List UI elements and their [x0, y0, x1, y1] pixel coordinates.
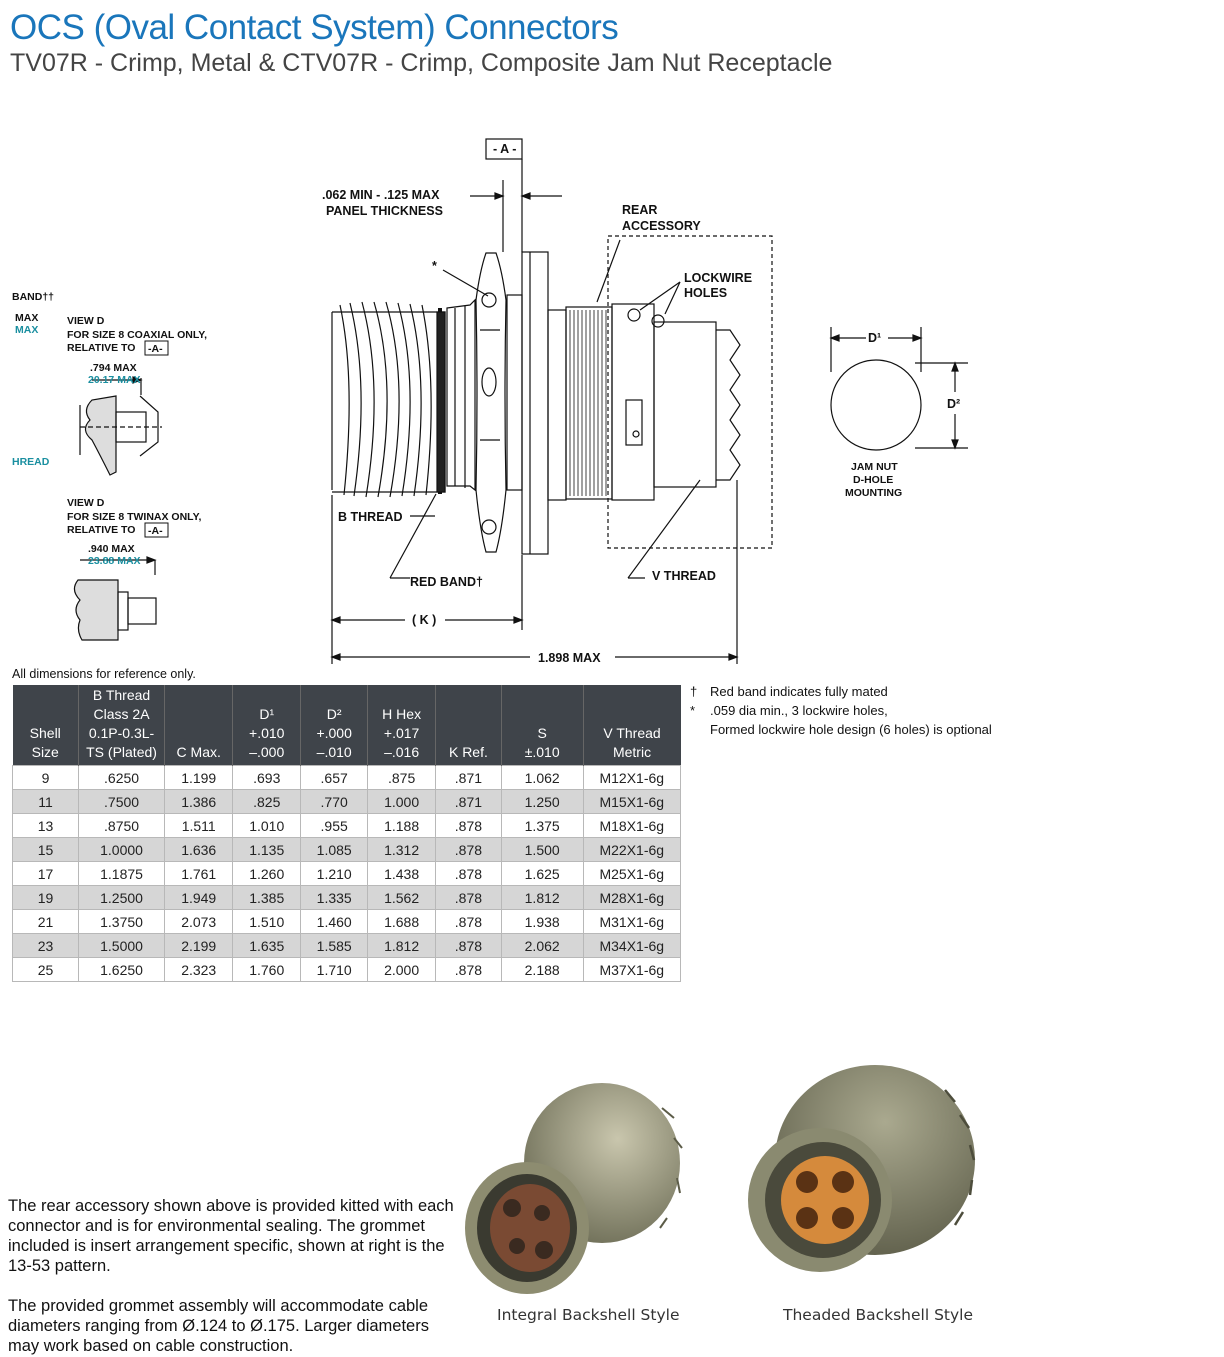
view-d-coax-title: VIEW D: [67, 315, 105, 327]
table-cell: 1.761: [165, 862, 233, 886]
footnotes: [690, 682, 992, 739]
b-thread-label: B THREAD: [338, 510, 403, 524]
header-line: –.010: [316, 744, 352, 760]
table-cell: 2.062: [501, 934, 583, 958]
table-cell: 1.210: [301, 862, 368, 886]
k-dimension-label: ( K ): [412, 613, 437, 627]
table-cell: .7500: [78, 790, 164, 814]
table-cell: .6250: [78, 766, 164, 790]
column-header: [583, 685, 680, 766]
jam-nut-label-3: MOUNTING: [845, 487, 903, 499]
table-cell: .825: [233, 790, 301, 814]
header-line: +.017: [383, 725, 420, 741]
table-cell: 1.000: [368, 790, 436, 814]
twin-max-in: .940 MAX: [88, 543, 135, 555]
dimension-note: All dimensions for reference only.: [12, 667, 196, 681]
footnote-text: Formed lockwire hole design (6 holes) is optional: [710, 722, 992, 737]
table-cell: .878: [436, 958, 502, 982]
coax-max-mm: 20.17 MAX: [88, 374, 141, 386]
view-d-coax-line2: FOR SIZE 8 COAXIAL ONLY,: [67, 329, 208, 341]
table-cell: 1.938: [501, 910, 583, 934]
table-cell: 1.6250: [78, 958, 164, 982]
threaded-backshell-photo: [745, 1060, 985, 1290]
header-line: Metric: [612, 744, 652, 760]
table-cell: 1.312: [368, 838, 436, 862]
table-cell: 1.688: [368, 910, 436, 934]
table-row: [13, 862, 681, 886]
table-cell: 1.385: [233, 886, 301, 910]
table-cell: M25X1-6g: [583, 862, 680, 886]
table-cell: 13: [13, 814, 79, 838]
table-cell: 1.199: [165, 766, 233, 790]
front-thread-body: [332, 302, 445, 497]
table-cell: 15: [13, 838, 79, 862]
table-cell: 1.250: [501, 790, 583, 814]
table-cell: 1.585: [301, 934, 368, 958]
integral-caption: Integral Backshell Style: [497, 1306, 680, 1324]
jam-nut-label-2: D-HOLE: [853, 474, 894, 486]
twin-max-mm: 23.88 MAX: [88, 555, 141, 567]
table-cell: .878: [436, 934, 502, 958]
table-cell: 1.3750: [78, 910, 164, 934]
table-cell: 1.335: [301, 886, 368, 910]
header-line: D²: [326, 706, 342, 722]
table-cell: 23: [13, 934, 79, 958]
view-d-twin-line3: RELATIVE TO: [67, 524, 136, 536]
table-cell: 1.062: [501, 766, 583, 790]
table-cell: 1.085: [301, 838, 368, 862]
connector-drawing: [0, 120, 1224, 665]
v-thread-label: V THREAD: [652, 569, 716, 583]
table-cell: M22X1-6g: [583, 838, 680, 862]
table-cell: 25: [13, 958, 79, 982]
asterisk-label: *: [432, 259, 437, 273]
table-cell: 1.0000: [78, 838, 164, 862]
table-cell: 1.386: [165, 790, 233, 814]
table-cell: .875: [368, 766, 436, 790]
column-header: [13, 685, 79, 766]
datum-box-coax: -A-: [148, 343, 163, 355]
lockwire-label: LOCKWIRE: [684, 271, 753, 285]
table-cell: M15X1-6g: [583, 790, 680, 814]
table-cell: 19: [13, 886, 79, 910]
table-cell: 2.073: [165, 910, 233, 934]
table-cell: .8750: [78, 814, 164, 838]
header-line: H Hex: [382, 706, 422, 722]
table-row: [13, 934, 681, 958]
table-cell: M28X1-6g: [583, 886, 680, 910]
table-row: [13, 958, 681, 982]
max-label-1: MAX: [15, 312, 39, 324]
table-cell: 21: [13, 910, 79, 934]
max-label-2: MAX: [15, 324, 39, 336]
integral-backshell-photo: [462, 1068, 687, 1298]
band-label: BAND††: [12, 291, 55, 303]
datum-a-label: - A -: [493, 142, 517, 156]
table-cell: .878: [436, 838, 502, 862]
header-line: S: [537, 725, 547, 741]
table-cell: 1.010: [233, 814, 301, 838]
table-cell: .657: [301, 766, 368, 790]
footnote-line: [690, 682, 992, 701]
table-cell: 11: [13, 790, 79, 814]
table-row: [13, 766, 681, 790]
column-header: [165, 685, 233, 766]
view-d-twinax-sketch: [74, 557, 156, 640]
d-hole-circle: [831, 360, 921, 450]
table-cell: 1.375: [501, 814, 583, 838]
dimension-table: [12, 685, 681, 982]
page-subtitle: TV07R - Crimp, Metal & CTV07R - Crimp, Composite Jam Nut Receptacle: [10, 49, 833, 77]
table-row: [13, 790, 681, 814]
rear-accessory-label: REAR: [622, 203, 658, 217]
datum-box-twin: -A-: [148, 525, 163, 537]
table-cell: 1.949: [165, 886, 233, 910]
page-title: OCS (Oval Contact System) Connectors: [10, 8, 619, 47]
rear-accessory-label-2: ACCESSORY: [622, 219, 701, 233]
threaded-caption: Theaded Backshell Style: [783, 1306, 974, 1324]
column-header: [436, 685, 502, 766]
header-line: 0.1P-0.3L-: [88, 725, 155, 741]
d2-label: D²: [947, 397, 961, 411]
table-cell: 1.460: [301, 910, 368, 934]
column-header: [233, 685, 301, 766]
panel-thickness-label: .062 MIN - .125 MAX: [322, 188, 440, 202]
table-cell: .871: [436, 766, 502, 790]
table-cell: 1.636: [165, 838, 233, 862]
header-line: D¹: [259, 706, 275, 722]
table-cell: M31X1-6g: [583, 910, 680, 934]
header-line: TS (Plated): [86, 744, 157, 760]
d1-label: D¹: [868, 331, 882, 345]
view-d-coax-sketch: [80, 377, 162, 475]
table-cell: 1.511: [165, 814, 233, 838]
table-cell: M34X1-6g: [583, 934, 680, 958]
table-cell: 2.188: [501, 958, 583, 982]
table-cell: 1.135: [233, 838, 301, 862]
table-cell: 1.562: [368, 886, 436, 910]
table-cell: .693: [233, 766, 301, 790]
table-cell: 1.2500: [78, 886, 164, 910]
column-header: [78, 685, 164, 766]
footnote-text: Red band indicates fully mated: [710, 684, 888, 699]
table-row: [13, 838, 681, 862]
table-cell: .878: [436, 862, 502, 886]
header-line: V Thread: [603, 725, 661, 741]
table-cell: 2.323: [165, 958, 233, 982]
header-line: Shell: [29, 725, 61, 741]
table-row: [13, 910, 681, 934]
table-cell: .878: [436, 886, 502, 910]
table-cell: M37X1-6g: [583, 958, 680, 982]
table-cell: .955: [301, 814, 368, 838]
footnote-symbol: [690, 720, 710, 739]
table-cell: M12X1-6g: [583, 766, 680, 790]
header-line: Class 2A: [93, 706, 150, 722]
footnote-line: [690, 701, 992, 720]
header-line: +.000: [316, 725, 352, 741]
coax-max-in: .794 MAX: [90, 362, 137, 374]
table-cell: 1.812: [501, 886, 583, 910]
table-cell: .878: [436, 814, 502, 838]
overall-length-label: 1.898 MAX: [538, 651, 601, 665]
footnote-line: [690, 720, 992, 739]
table-row: [13, 814, 681, 838]
table-cell: 9: [13, 766, 79, 790]
column-header: [301, 685, 368, 766]
footnote-symbol: †: [690, 684, 698, 699]
header-line: Size: [31, 744, 59, 760]
header-line: C Max.: [176, 744, 221, 760]
table-cell: 1.710: [301, 958, 368, 982]
panel-thickness-label-2: PANEL THICKNESS: [326, 204, 443, 218]
table-cell: .770: [301, 790, 368, 814]
table-cell: 1.635: [233, 934, 301, 958]
column-header: [501, 685, 583, 766]
table-cell: .871: [436, 790, 502, 814]
lockwire-label-2: HOLES: [684, 286, 728, 300]
table-cell: 1.500: [501, 838, 583, 862]
footnote-symbol: *: [690, 703, 696, 718]
header-line: +.010: [249, 725, 285, 741]
rear-accessory-paragraph: The rear accessory shown above is provided kitted with each connector and is for environmental sealing. The grommet included is insert arrangement specific, shown at right is the 13-53 pattern.: [8, 1197, 454, 1275]
table-cell: .878: [436, 910, 502, 934]
header-line: K Ref.: [448, 744, 488, 760]
view-d-twin-line2: FOR SIZE 8 TWINAX ONLY,: [67, 511, 202, 523]
header-line: –.000: [249, 744, 285, 760]
footnote-text: .059 dia min., 3 lockwire holes,: [710, 703, 888, 718]
view-d-coax-line3: RELATIVE TO: [67, 342, 136, 354]
red-band-label: RED BAND†: [410, 575, 483, 589]
table-cell: 2.199: [165, 934, 233, 958]
table-cell: 1.510: [233, 910, 301, 934]
thread-label: HREAD: [12, 456, 50, 468]
header-line: –.016: [384, 744, 420, 760]
table-cell: 1.625: [501, 862, 583, 886]
table-cell: 17: [13, 862, 79, 886]
grommet-paragraph: The provided grommet assembly will accommodate cable diameters ranging from Ø.124 to Ø.175. Larger diameters may work based on cable construction.: [8, 1297, 429, 1355]
table-cell: 2.000: [368, 958, 436, 982]
header-line: ±.010: [524, 744, 560, 760]
table-cell: 1.438: [368, 862, 436, 886]
table-cell: 1.188: [368, 814, 436, 838]
table-cell: 1.5000: [78, 934, 164, 958]
column-header: [368, 685, 436, 766]
table-cell: 1.760: [233, 958, 301, 982]
table-cell: M18X1-6g: [583, 814, 680, 838]
jam-nut-label: JAM NUT: [851, 461, 898, 473]
table-cell: 1.812: [368, 934, 436, 958]
view-d-twin-title: VIEW D: [67, 497, 105, 509]
table-cell: 1.1875: [78, 862, 164, 886]
table-cell: 1.260: [233, 862, 301, 886]
header-line: B Thread: [92, 687, 151, 703]
table-row: [13, 886, 681, 910]
